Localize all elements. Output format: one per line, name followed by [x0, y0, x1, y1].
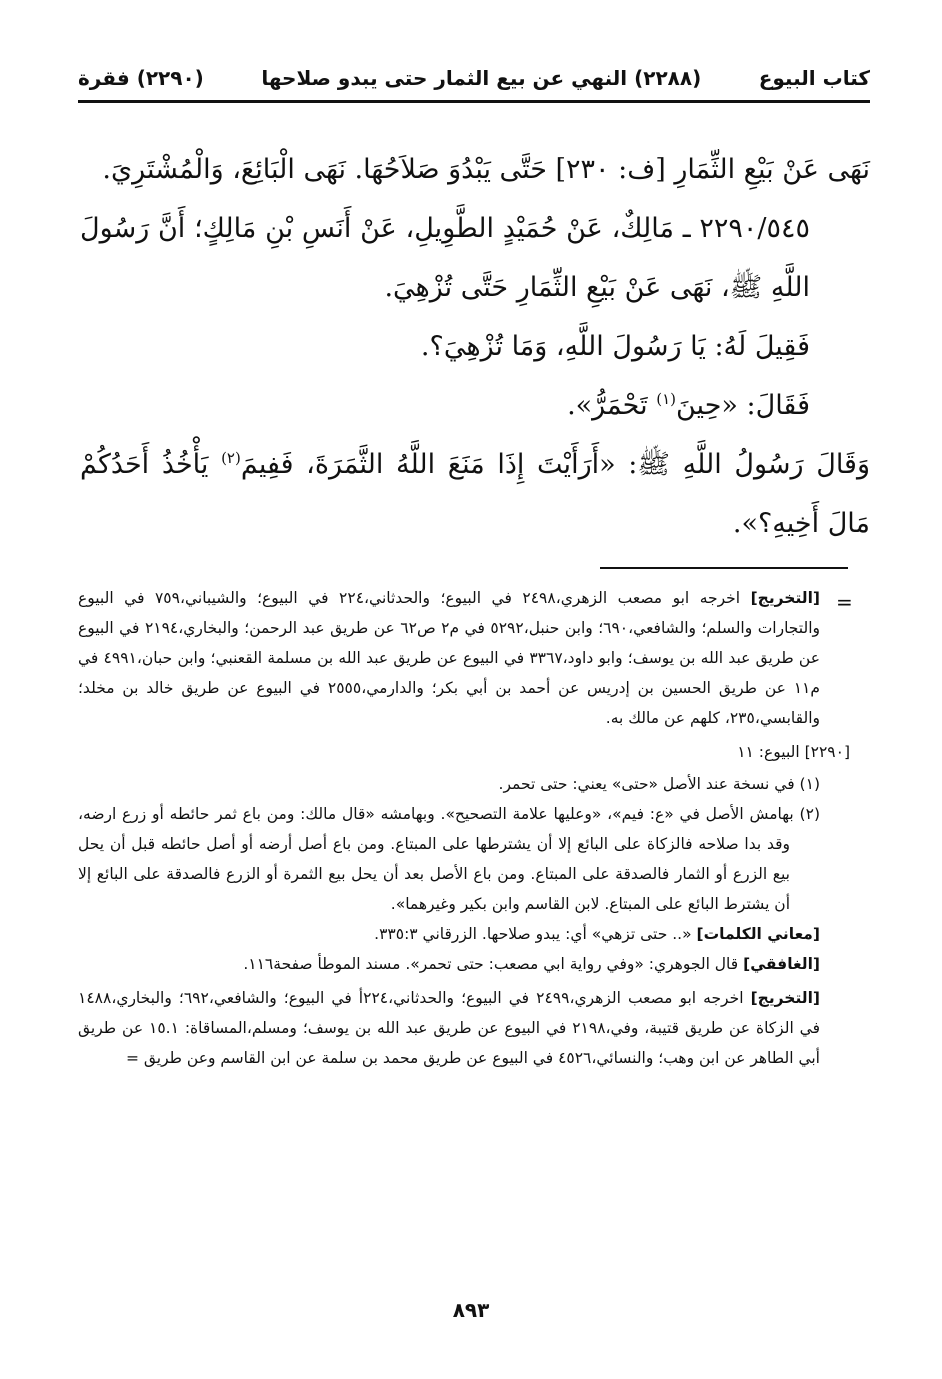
ghafiqi-label: [الغافقي]	[743, 955, 820, 973]
maani-text: «.. حتى تزهي» أي: يبدو صلاحها. الزرقاني ٣٣٥:٣.	[374, 925, 692, 943]
takhrij-text-1: اخرجه ابو مصعب الزهري،٢٤٩٨ في البيوع؛ والحدثاني،٢٢٤ في البيوع؛ والشيباني،٧٥٩ في البيوع والتجارات والسلم؛ والشافعي،٦٩٠؛ وابن حنبل،٥٢٩٢ في م٢ ص٦٢ عن طريق عبد الرحمن؛ والبخاري،٢١٩٤ في البيوع عن طريق عبد الله بن يوسف؛ وابو داود،٣٣٦٧ في البيوع عن طريق عبد الله بن مسلمة القعنبي؛ وابن حبان،٤٩٩١ في م١١ عن طريق الحسين بن إدريس عن أحمد بن أبي بكر؛ والدارمي،٢٥٥٥ في البيوع عن طريق خالد بن مخلد؛ والقابسي،٢٣٥، كلهم عن مالك به.	[78, 589, 820, 727]
maani-label: [معاني الكلمات]	[696, 925, 820, 943]
prophet-saying	[80, 435, 870, 553]
footnotes	[78, 583, 850, 1073]
running-header	[78, 58, 870, 98]
hadith-text: ٢٢٩٠/٥٤٥ ـ مَالِكٌ، عَنْ حُمَيْدٍ الطَّوِيلِ، عَنْ أَنَسِ بْنِ مَالِكٍ؛ أَنَّ رَسُولَ اللَّهِ ﷺ، نَهَى عَنْ بَيْعِ الثِّمَارِ حَتَّى تُزْهِيَ.	[80, 213, 810, 303]
ghafiqi-note	[78, 949, 820, 979]
header-book-title: كتاب البيوع	[758, 66, 870, 90]
answer-line	[80, 376, 870, 435]
header-paragraph-number: (٢٢٩٠) فقرة	[78, 66, 204, 90]
footnote-2-number: (٢)	[799, 805, 820, 823]
question-text: فَقِيلَ لَهُ: يَا رَسُولَ اللَّهِ، وَمَا تُزْهِيَ؟.	[420, 331, 810, 362]
answer-text-start: فَقَالَ: «حِينَ	[676, 390, 810, 421]
footnote-divider	[600, 567, 848, 569]
takhrij-note-1	[78, 583, 820, 733]
footnote-marker-1[interactable]: (١)	[656, 390, 676, 408]
footnote-marker-2[interactable]: (٢)	[221, 449, 241, 467]
ghafiqi-text: قال الجوهري: «وفي رواية ابي مصعب: حتى تحمر». مسند الموطأ صفحة١١٦.	[243, 955, 739, 973]
takhrij-label-2: [التخريج]	[750, 989, 821, 1007]
footnote-2-text: بهامش الأصل في «ع: فيم»، «وعليها علامة التصحيح». وبهامشه «قال مالك: ومن باع ثمر حائطه أو زرع ارضه، وقد بدا صلاحه فالزكاة على البائع إلا أن يشترطها على المبتاع. ومن باع أصل أرضه أو أصل حائطه قبل أن يحل بيع الزرع أو الثمار فالصدقة على المبتاع. ومن باع الأصل بعد أن يحل بيع الثمرة أو الزرع فالصدقة على البائع إلا أن يشترط البائع على المبتاع. لابن القاسم وابن بكير وغيرهما».	[78, 805, 794, 913]
chapter-statement: نَهَى عَنْ بَيْعِ الثِّمَارِ [ف: ٢٣٠] حَتَّى يَبْدُوَ صَلاَحُهَا. نَهَى الْبَائِعَ، وَالْمُشْتَرِيَ.	[102, 154, 870, 185]
footnote-2	[78, 799, 820, 919]
takhrij-note-2	[78, 983, 820, 1073]
header-chapter-title: (٢٢٨٨) النهي عن بيع الثمار حتى يبدو صلاحها	[261, 66, 702, 90]
main-text	[80, 140, 870, 553]
footnote-1-number: (١)	[799, 775, 820, 793]
answer-text-end: تَحْمَرُّ».	[567, 390, 648, 421]
saying-text-end: يَأْخُذُ أَحَدُكُمْ مَالَ أَخِيهِ؟».	[80, 449, 870, 539]
reference-line: [٢٢٩٠] البيوع: ١١	[737, 743, 850, 761]
header-divider	[78, 100, 870, 103]
continuation-mark: =	[836, 590, 853, 614]
question-line	[80, 317, 870, 376]
footnote-1	[78, 769, 820, 799]
takhrij-label-1: [التخريج]	[750, 589, 820, 607]
page-number: ٨٩٣	[452, 1298, 490, 1322]
footnote-1-text: في نسخة عند الأصل «حتى» يعني: حتى تحمر.	[498, 775, 795, 793]
maani-note	[78, 919, 820, 949]
saying-text-start: وَقَالَ رَسُولُ اللَّهِ ﷺ: «أَرَأَيْتَ إِذَا مَنَعَ اللَّهُ الثَّمَرَةَ، فَفِيمَ	[240, 449, 871, 480]
takhrij-text-2: اخرجه ابو مصعب الزهري،٢٤٩٩ في البيوع؛ والحدثاني،٢٢٤أ في البيوع؛ والشافعي،٦٩٢؛ والبخاري،١٤٨٨ في الزكاة عن طريق قتيبة، وفي،٢١٩٨ في البيوع عن طريق عبد الله بن يوسف؛ ومسلم،المساقاة: ١٥.١ عن طريق أبي الطاهر عن ابن وهب؛ والنسائي،٤٥٢٦ في البيوع عن طريق محمد بن سلمة عن ابن القاسم وعن طريق =	[78, 989, 821, 1067]
